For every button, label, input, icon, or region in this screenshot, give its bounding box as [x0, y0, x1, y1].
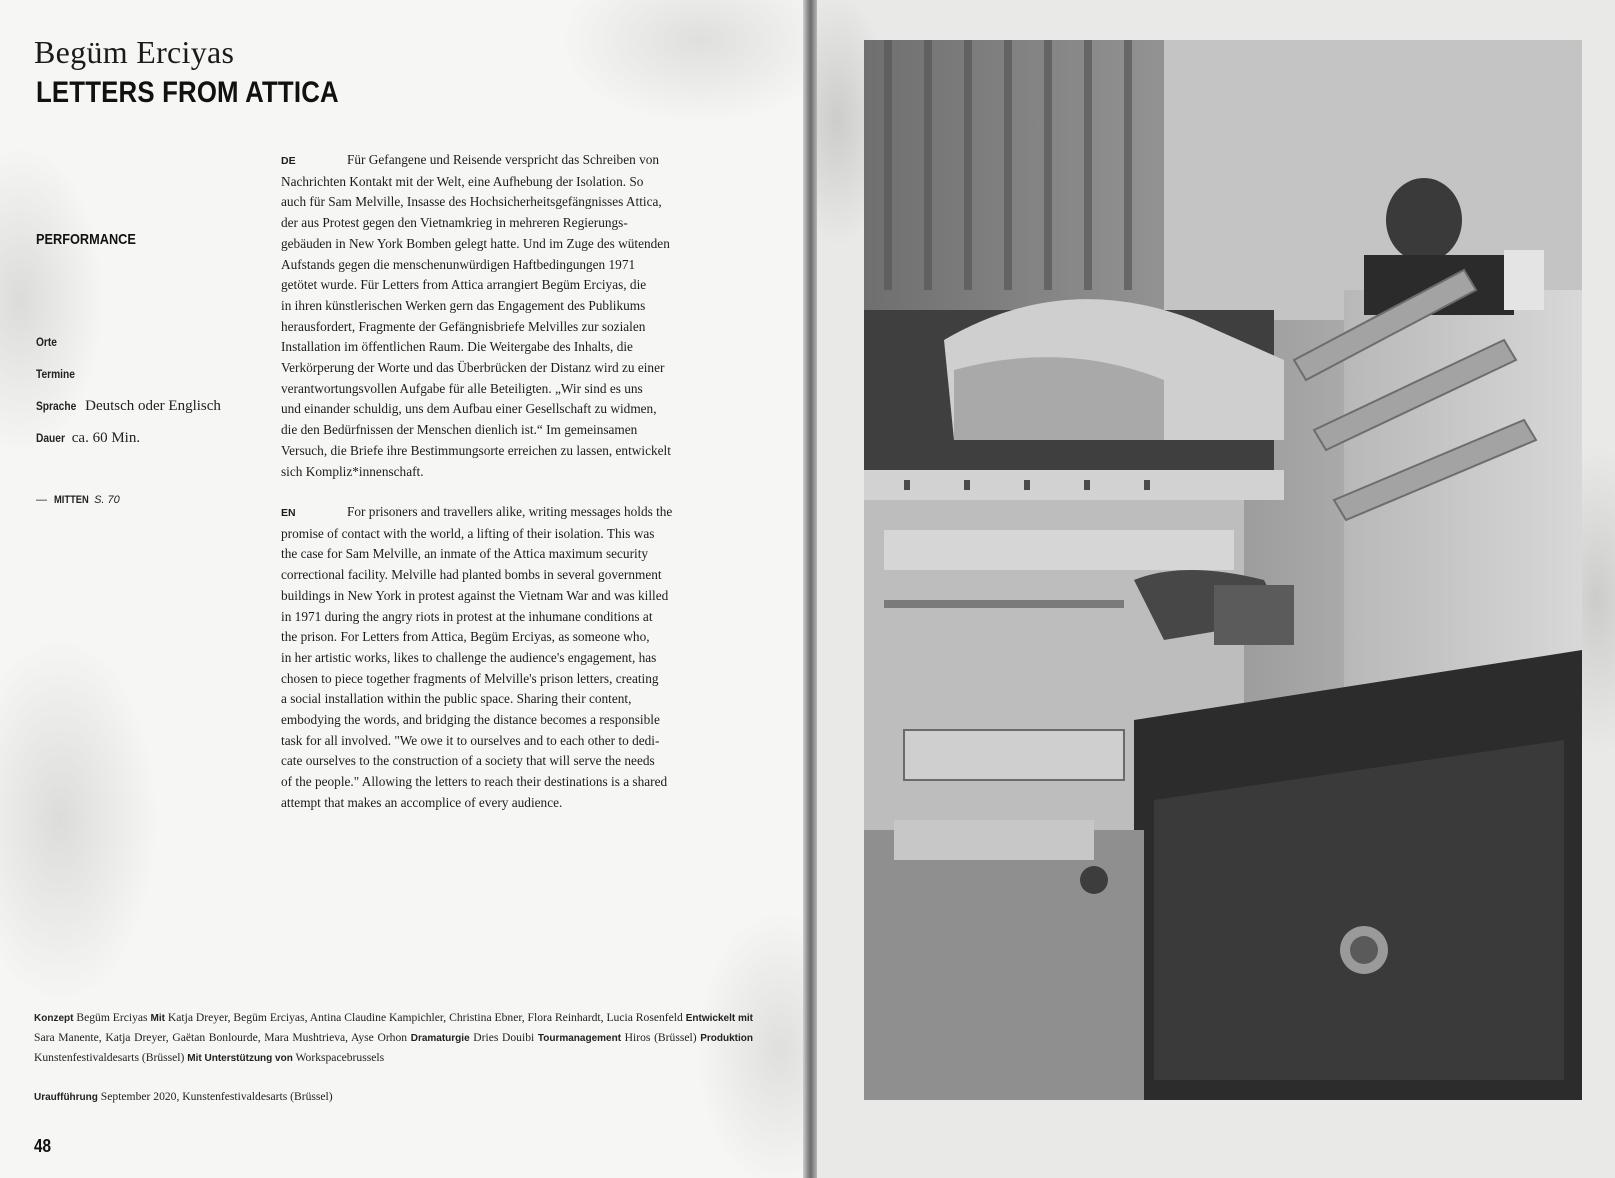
text-line: attempt that makes an accomplice of every audience.	[281, 794, 563, 810]
crossref-venue: MITTEN	[54, 494, 89, 506]
text-line: Nachrichten Kontakt mit der Welt, eine Aufhebung der Isolation. So	[281, 173, 644, 189]
text-line: of the people." Allowing the letters to reach their destinations is a shared	[281, 774, 668, 790]
info-value: ca. 60 Min.	[71, 430, 141, 446]
text-line: in her artistic works, likes to challenge the audience's engagement, has	[281, 649, 657, 665]
info-label: Dauer	[36, 431, 65, 445]
text-line: getötet wurde. Für Letters from Attica arrangiert Begüm Erciyas, die	[281, 277, 647, 293]
info-value: Deutsch oder Englisch	[85, 398, 221, 414]
text-line: Installation im öffentlichen Raum. Die Weitergabe des Inhalts, die	[281, 339, 633, 355]
info-row-sprache	[36, 398, 221, 415]
text-line: Verkörperung der Worte und das Überbrücken der Distanz wird zu einer	[281, 360, 665, 376]
text-line: der aus Protest gegen den Vietnamkrieg in mehreren Regierungs-	[281, 215, 628, 231]
text-line: a social installation within the public space. Sharing their content,	[281, 691, 632, 707]
text-line: die den Bedürfnissen der Menschen dienlich ist.“ Im gemeinsamen	[281, 422, 638, 438]
text-line: the prison. For Letters from Attica, Begüm Erciyas, as someone who,	[281, 629, 650, 645]
text-line: Versuch, die Briefe ihre Bestimmungsorte erreichen zu lassen, entwickelt	[281, 442, 671, 458]
info-label: Orte	[36, 335, 57, 349]
text-line: EN For prisoners and travellers alike, writing messages holds the	[281, 502, 753, 524]
text-line: promise of contact with the world, a lifting of their isolation. This was	[281, 525, 655, 541]
text-line: cate ourselves to the construction of a society that will serve the needs	[281, 753, 655, 769]
text-line: und einander schuldig, uns dem Aufbau einer Gesellschaft zu widmen,	[281, 401, 657, 417]
text-line: herausfordert, Fragmente der Gefängnisbriefe Melvilles zur sozialen	[281, 318, 646, 334]
text-line: auch für Sam Melville, Insasse des Hochsicherheitsgefängnisses Attica,	[281, 194, 662, 210]
language-tag: EN	[281, 507, 296, 519]
text-line: correctional facility. Melville had planted bombs in several government	[281, 567, 662, 583]
page-number: 48	[34, 1136, 52, 1156]
premiere-line: Uraufführung September 2020, Kunstenfestivaldesarts (Brüssel)	[34, 1090, 333, 1103]
text-line: gebäuden in New York Bomben gelegt hatte. Und im Zuge des wütenden	[281, 235, 670, 251]
text-line: sich Kompliz*innenschaft.	[281, 463, 424, 479]
text-line: verantwortungsvollen Aufgabe für alle Beteiligten. „Wir sind es uns	[281, 380, 643, 396]
credits: Konzept Begüm Erciyas Mit Katja Dreyer, Begüm Erciyas, Antina Claudine Kampichler, Christina Ebner, Flora Reinhardt, Lucia Rosenfeld Entwickelt mit Sara Manente, Katja Dreyer, Gaëtan Bonlourde, Mara Mushtrieva, Ayse Orhon Dramaturgie Dries Douibi Tourmanagement Hiros (Brüssel) Produktion Kunstenfestivaldesarts (Brüssel) Mit Unterstützung von Workspacebrussels	[34, 1011, 753, 1064]
cross-reference[interactable]	[36, 494, 120, 506]
language-tag: DE	[281, 155, 296, 167]
text-line: in ihren künstlerischen Werken gern das Engagement des Publikums	[281, 297, 646, 313]
info-row-orte	[36, 334, 59, 351]
book-gutter	[803, 0, 817, 1178]
photo-illustration	[864, 40, 1582, 1100]
text-line: Aufstands gegen die menschenunwürdigen Haftbedingungen 1971	[281, 256, 636, 272]
info-row-termine	[36, 366, 80, 383]
artist-name: Begüm Erciyas	[34, 34, 235, 70]
text-line: task for all involved. "We owe it to ourselves and to each other to dedi-	[281, 732, 660, 748]
text-line: DE Für Gefangene und Reisende verspricht das Schreiben von	[281, 150, 753, 172]
info-label: Sprache	[36, 399, 77, 413]
text-line: chosen to piece together fragments of Melville's prison letters, creating	[281, 670, 659, 686]
info-label: Termine	[36, 367, 75, 381]
text-line: in 1971 during the angry riots in protest at the inhumane conditions at	[281, 608, 653, 624]
text-en	[281, 502, 753, 814]
crossref-pages: S. 70	[94, 494, 120, 506]
category-label: PERFORMANCE	[36, 231, 136, 248]
work-title: LETTERS FROM ATTICA	[36, 76, 339, 109]
text-line: the case for Sam Melville, an inmate of the Attica maximum security	[281, 546, 649, 562]
text-de	[281, 150, 753, 482]
text-line: embodying the words, and bridging the distance becomes a responsible	[281, 712, 660, 728]
text-line: buildings in New York in protest against the Vietnam War and was killed	[281, 587, 669, 603]
info-row-dauer	[36, 430, 140, 447]
crossref-dash: —	[36, 494, 47, 506]
photo-icon	[864, 40, 1582, 1100]
